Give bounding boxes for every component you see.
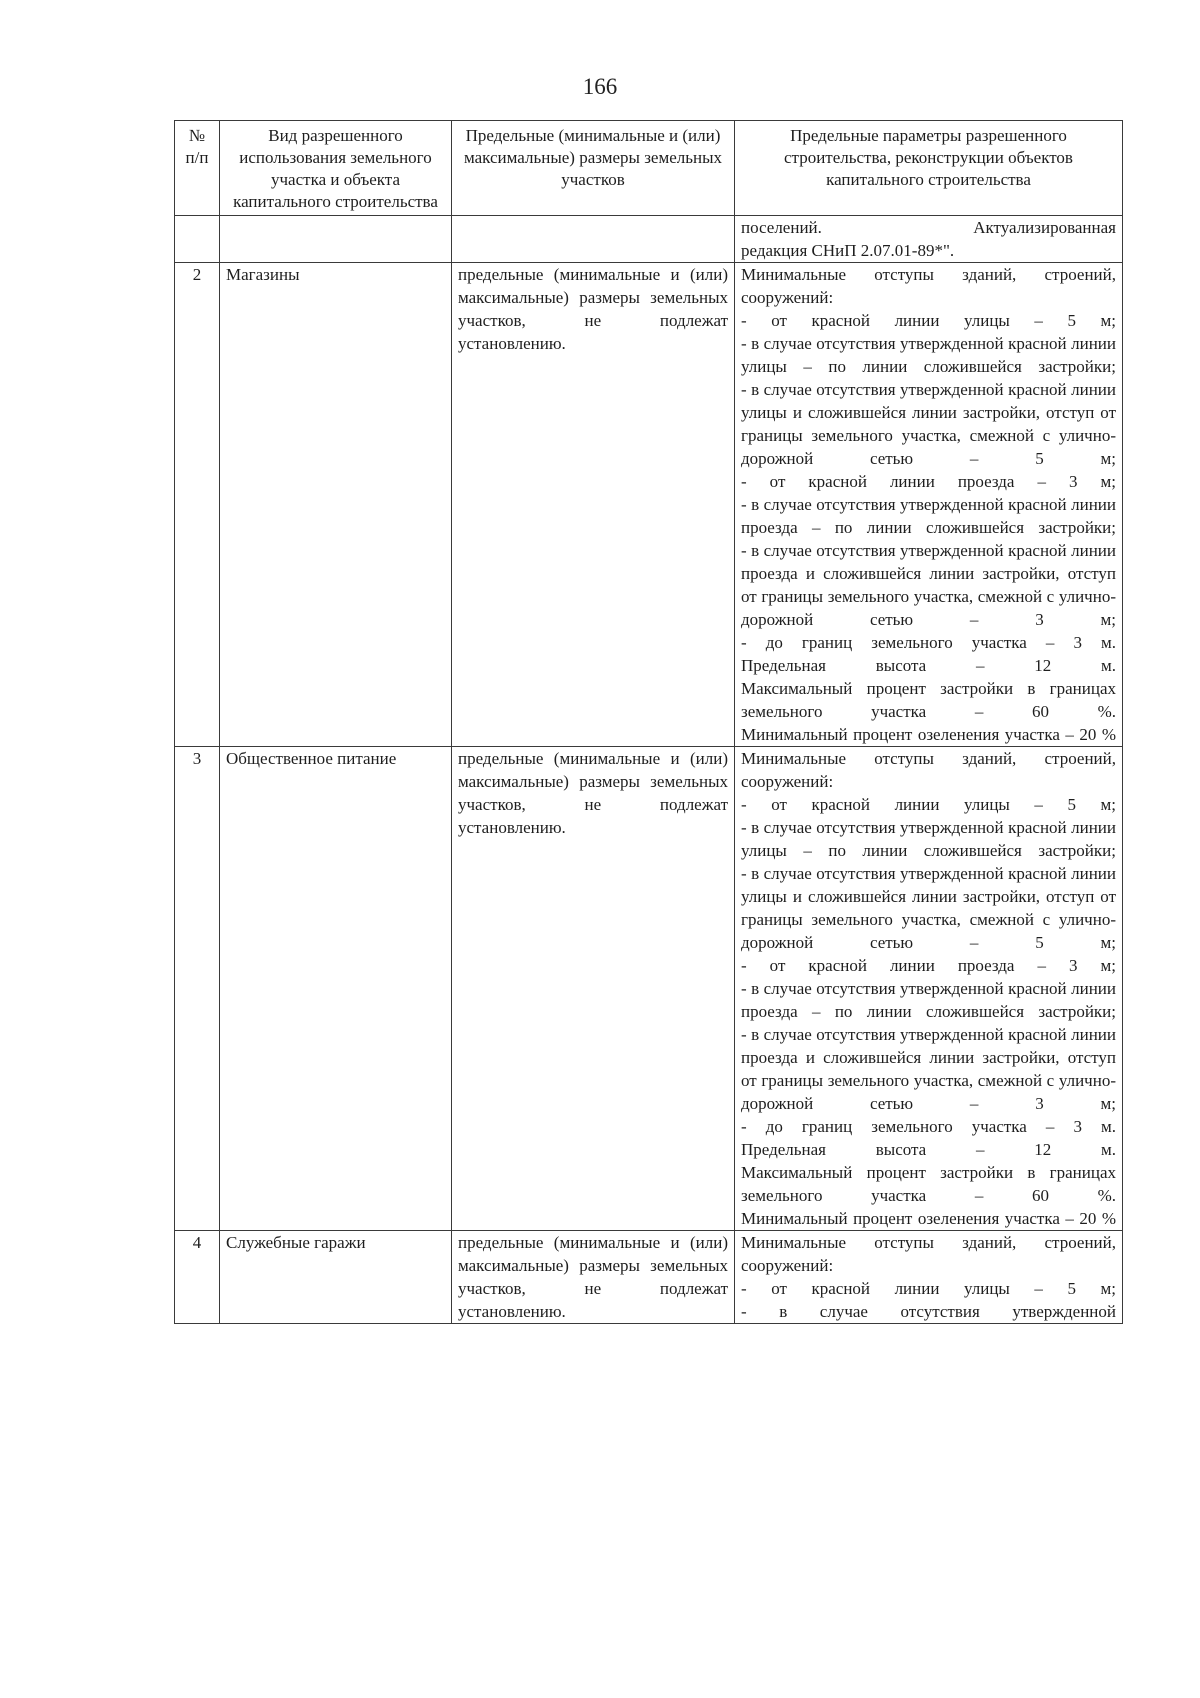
- row-construction-params: [735, 747, 1123, 1231]
- continuation-params-cell: [735, 216, 1123, 263]
- row-plot-sizes: предельные (минимальные и (или) максимальные) размеры земельных участков, не подлежат установлению.: [452, 263, 735, 747]
- page-number: 166: [582, 74, 618, 99]
- header-construction-params: Предельные параметры разрешенного строительства, реконструкции объектов капитального строительства: [735, 121, 1123, 216]
- param-line: Максимальный процент застройки в границах земельного участка – 60 %.: [741, 1163, 1116, 1205]
- continuation-num-cell: [175, 216, 220, 263]
- table-row: [175, 747, 1123, 1231]
- continuation-sizes-cell: [452, 216, 735, 263]
- continuation-line-2: редакция СНиП 2.07.01-89*".: [741, 241, 955, 260]
- param-line: - от красной линии улицы – 5 м;: [741, 1279, 1116, 1298]
- header-number: № п/п: [175, 121, 220, 216]
- param-line: Минимальные отступы зданий, строений, сооружений:: [741, 265, 1116, 307]
- row-plot-sizes: предельные (минимальные и (или) максимальные) размеры земельных участков, не подлежат установлению.: [452, 1231, 735, 1324]
- param-line: Минимальные отступы зданий, строений, сооружений:: [741, 749, 1116, 791]
- param-line: - в случае отсутствия утвержденной красной линии проезда и сложившейся линии застройки, отступ от границы земельного участка, смежной с улично-дорожной сетью – 3 м;: [741, 541, 1116, 629]
- continuation-row: [175, 216, 1123, 263]
- row-number: 2: [175, 263, 220, 747]
- row-use-type: Служебные гаражи: [220, 1231, 452, 1324]
- continuation-name-cell: [220, 216, 452, 263]
- param-line: Минимальный процент озеленения участка – 20 %: [741, 725, 1116, 744]
- param-line: Предельная высота – 12 м.: [741, 656, 1116, 675]
- param-line: - до границ земельного участка – 3 м.: [741, 1117, 1116, 1136]
- param-line: - в случае отсутствия утвержденной красной линии улицы и сложившейся линии застройки, отступ от границы земельного участка, смежной с улично-дорожной сетью – 5 м;: [741, 380, 1116, 468]
- param-line: Минимальный процент озеленения участка – 20 %: [741, 1209, 1116, 1228]
- param-line: Предельная высота – 12 м.: [741, 1140, 1116, 1159]
- row-number: 4: [175, 1231, 220, 1324]
- param-line: - от красной линии проезда – 3 м;: [741, 472, 1116, 491]
- table-row: [175, 1231, 1123, 1324]
- param-line: - в случае отсутствия утвержденной красной линии проезда – по линии сложившейся застройки;: [741, 495, 1116, 537]
- row-construction-params: [735, 263, 1123, 747]
- param-line: Максимальный процент застройки в границах земельного участка – 60 %.: [741, 679, 1116, 721]
- table-header-row: [175, 121, 1123, 216]
- row-construction-params: [735, 1231, 1123, 1324]
- continuation-line-1: поселений. Актуализированная: [741, 218, 1116, 237]
- param-line: - до границ земельного участка – 3 м.: [741, 633, 1116, 652]
- param-line: - от красной линии улицы – 5 м;: [741, 311, 1116, 330]
- param-line: - от красной линии проезда – 3 м;: [741, 956, 1116, 975]
- param-line: - в случае отсутствия утвержденной красной линии проезда и сложившейся линии застройки, отступ от границы земельного участка, смежной с улично-дорожной сетью – 3 м;: [741, 1025, 1116, 1113]
- header-use-type: Вид разрешенного использования земельного участка и объекта капитального строительства: [220, 121, 452, 216]
- row-number: 3: [175, 747, 220, 1231]
- param-line: - в случае отсутствия утвержденной красной линии проезда – по линии сложившейся застройки;: [741, 979, 1116, 1021]
- param-line: - в случае отсутствия утвержденной красной линии улицы и сложившейся линии застройки, отступ от границы земельного участка, смежной с улично-дорожной сетью – 5 м;: [741, 864, 1116, 952]
- param-line: - в случае отсутствия утвержденной красной линии улицы – по линии сложившейся застройки;: [741, 334, 1116, 376]
- param-line: - от красной линии улицы – 5 м;: [741, 795, 1116, 814]
- row-use-type: Магазины: [220, 263, 452, 747]
- param-line: - в случае отсутствия утвержденной красной линии улицы – по линии сложившейся застройки;: [741, 818, 1116, 860]
- table-row: [175, 263, 1123, 747]
- header-plot-sizes: Предельные (минимальные и (или) максимальные) размеры земельных участков: [452, 121, 735, 216]
- land-use-table: [174, 120, 1123, 1324]
- row-use-type: Общественное питание: [220, 747, 452, 1231]
- param-line: Минимальные отступы зданий, строений, сооружений:: [741, 1233, 1116, 1275]
- param-line: - в случае отсутствия утвержденной: [741, 1302, 1116, 1321]
- row-plot-sizes: предельные (минимальные и (или) максимальные) размеры земельных участков, не подлежат установлению.: [452, 747, 735, 1231]
